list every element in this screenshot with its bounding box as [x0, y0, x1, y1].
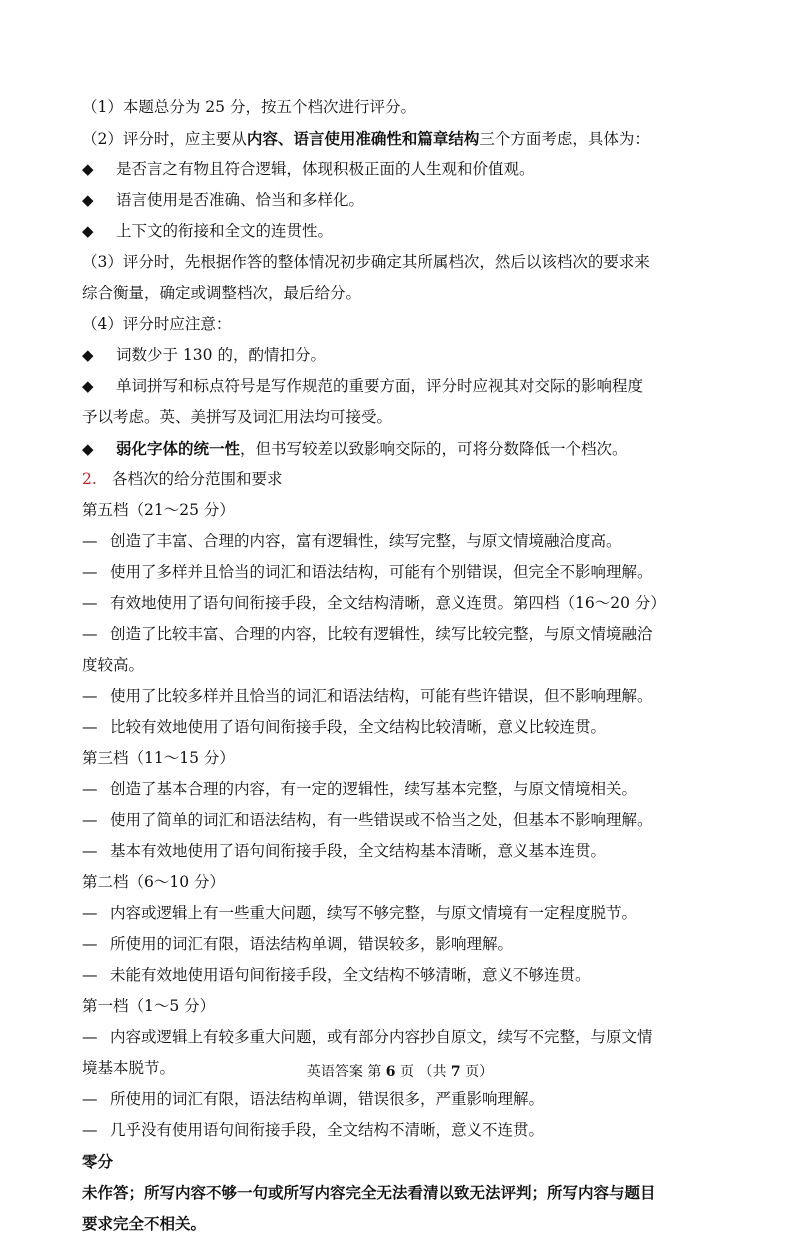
section-2-number: 2. — [82, 470, 97, 488]
grade-0-desc-1: 未作答；所写内容不够一句或所写内容完全无法看清以致无法评判；所写内容与题目 — [82, 1183, 656, 1202]
grade-2-item-3: — 未能有效地使用语句间衔接手段，全文结构不够清晰，意义不够连贯。 — [82, 960, 722, 991]
rule-4: （4）评分时应注意： — [82, 315, 232, 333]
rule-1: （1）本题总分为 25 分，按五个档次进行评分。 — [82, 98, 416, 116]
diamond-bullet-2: ◆ 语言使用是否准确、恰当和多样化。 — [82, 185, 722, 216]
grade-2-item-1: — 内容或逻辑上有一些重大问题，续写不够完整，与原文情境有一定程度脱节。 — [82, 898, 722, 929]
diamond-bullet-5: ◆ 单词拼写和标点符号是写作规范的重要方面，评分时应视其对交际的影响程度 — [82, 371, 722, 402]
grade-3-item-2: — 使用了简单的词汇和语法结构，有一些错误或不恰当之处，但基本不影响理解。 — [82, 805, 722, 836]
grade-3-item-3: — 基本有效地使用了语句间衔接手段，全文结构基本清晰，意义基本连贯。 — [82, 836, 722, 867]
grade-0-desc-2: 要求完全不相关。 — [82, 1214, 207, 1233]
grade-2-title: 第二档（6～10 分） — [82, 873, 226, 891]
grade-4-item-1: — 创造了比较丰富、合理的内容，比较有逻辑性，续写比较完整，与原文情境融洽 — [82, 619, 722, 650]
diamond-bullet-1: ◆ 是否言之有物且符合逻辑，体现积极正面的人生观和价值观。 — [82, 154, 722, 185]
grade-3-title: 第三档（11～15 分） — [82, 749, 235, 767]
grade-1-item-2: — 所使用的词汇有限，语法结构单调，错误很多，严重影响理解。 — [82, 1084, 722, 1115]
rule-2: （2）评分时，应主要从内容、语言使用准确性和篇章结构三个方面考虑，具体为： — [82, 129, 650, 148]
page-total: 7 — [450, 1064, 461, 1080]
grade-4-item-3: — 比较有效地使用了语句间衔接手段，全文结构比较清晰，意义比较连贯。 — [82, 712, 722, 743]
grade-1-item-1: — 内容或逻辑上有较多重大问题，或有部分内容抄自原文，续写不完整，与原文情 — [82, 1022, 722, 1053]
grade-1-item-1-cont: 境基本脱节。 — [82, 1059, 176, 1077]
grade-5-title: 第五档（21～25 分） — [82, 501, 235, 519]
diamond-bullet-4: ◆ 词数少于 130 的，酌情扣分。 — [82, 340, 722, 371]
diamond-bullet-5-cont: 予以考虑。英、美拼写及词汇用法均可接受。 — [82, 408, 393, 426]
grade-0-title: 零分 — [82, 1152, 114, 1171]
grade-2-item-2: — 所使用的词汇有限，语法结构单调，错误较多，影响理解。 — [82, 929, 722, 960]
grade-1-item-3: — 几乎没有使用语句间衔接手段，全文结构不清晰，意义不连贯。 — [82, 1115, 722, 1146]
section-2-heading: 2. 各档次的给分范围和要求 — [82, 464, 722, 495]
diamond-bullet-6: ◆ 弱化字体的统一性，但书写较差以致影响交际的，可将分数降低一个档次。 — [82, 433, 722, 464]
diamond-icon: ◆ — [82, 440, 94, 458]
rule-3-line-1: （3）评分时，先根据作答的整体情况初步确定其所属档次，然后以该档次的要求来 — [82, 253, 650, 271]
grade-5-item-1: — 创造了丰富、合理的内容，富有逻辑性，续写完整，与原文情境融洽度高。 — [82, 526, 722, 557]
grade-1-title: 第一档（1～5 分） — [82, 997, 216, 1015]
grade-3-item-1: — 创造了基本合理的内容，有一定的逻辑性，续写基本完整，与原文情境相关。 — [82, 774, 722, 805]
grade-5-item-2: — 使用了多样并且恰当的词汇和语法结构，可能有个别错误，但完全不影响理解。 — [82, 557, 722, 588]
page-number: 6 — [385, 1064, 396, 1080]
grade-4-item-2: — 使用了比较多样并且恰当的词汇和语法结构，可能有些许错误，但不影响理解。 — [82, 681, 722, 712]
rule-3-line-2: 综合衡量，确定或调整档次，最后给分。 — [82, 284, 362, 302]
grade-4-item-1-cont: 度较高。 — [82, 656, 145, 674]
rule-2-emphasis: 内容、语言使用准确性和篇章结构 — [246, 129, 480, 148]
grade-5-item-3: — 有效地使用了语句间衔接手段，全文结构清晰，意义连贯。第四档（16～20 分） — [82, 588, 722, 619]
page-footer: 英语答案 第 6 页 （共 7 页） — [306, 1064, 494, 1080]
diamond-bullet-3: ◆ 上下文的衔接和全文的连贯性。 — [82, 216, 722, 247]
